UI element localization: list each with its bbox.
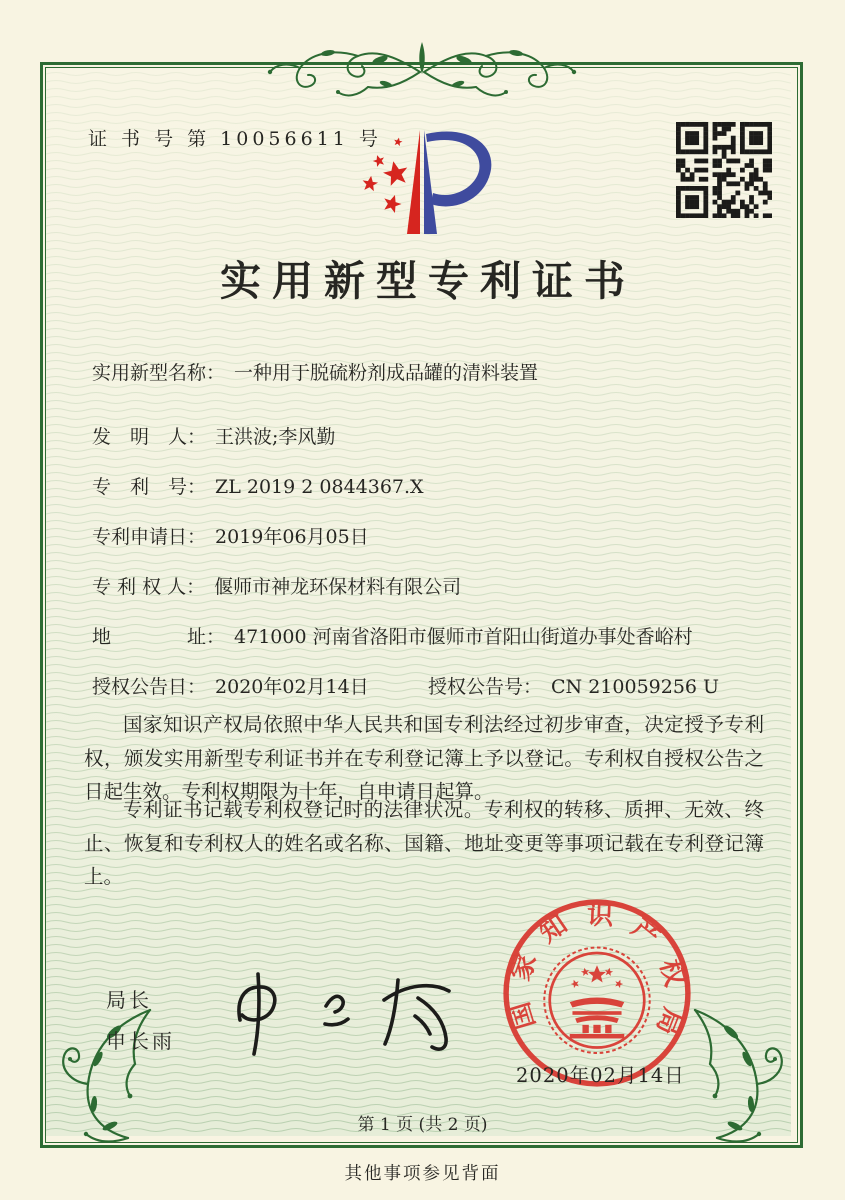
grant-date-label: 授权公告日： <box>92 676 207 698</box>
grant-number-value: CN 210059256 U <box>551 676 720 698</box>
field-row-patentee <box>92 572 461 599</box>
grant-number-label: 授权公告号： <box>428 676 543 698</box>
field-row-invention-name <box>92 358 538 385</box>
back-side-note: 其他事项参见背面 <box>344 1164 501 1184</box>
field-label: 专利申请日： <box>92 526 207 548</box>
field-row-inventor <box>92 422 335 449</box>
field-row-grant <box>92 672 720 699</box>
qr-code-icon <box>676 122 772 218</box>
grant-date-value: 2020年02月14日 <box>215 676 369 698</box>
field-label: 专 利 权 人： <box>92 576 206 598</box>
field-value: 471000 河南省洛阳市偃师市首阳山街道办事处香峪村 <box>234 626 693 648</box>
field-row-patent-number <box>92 472 424 499</box>
page-number: 第 1 页 (共 2 页) <box>357 1115 488 1135</box>
legal-paragraph-1: 国家知识产权局依照中华人民共和国专利法经过初步审查，决定授予专利权，颁发实用新型专利证书并在专利登记簿上予以登记。专利权自授权公告之日起生效。专利权期限为十年，自申请日起算。 <box>84 713 764 803</box>
legal-paragraph-2: 专利证书记载专利权登记时的法律状况。专利权的转移、质押、无效、终止、恢复和专利权人的姓名或名称、国籍、地址变更等事项记载在专利登记簿上。 <box>84 798 764 888</box>
certificate-number: 证 书 号 第 10056611 号 <box>88 128 382 150</box>
cnipa-logo-icon <box>330 124 508 240</box>
officer-title: 局长 <box>106 988 152 1012</box>
field-label: 实用新型名称： <box>92 362 226 384</box>
top-center-flourish-ornament <box>262 40 582 102</box>
seal-date: 2020年02月14日 <box>516 1064 685 1087</box>
field-row-address <box>92 622 693 649</box>
field-value: ZL 2019 2 0844367.X <box>215 476 424 498</box>
seal-text: 国家知识产权局 <box>504 899 691 1040</box>
certificate-title: 实用新型专利证书 <box>220 257 636 305</box>
field-label: 专 利 号： <box>92 476 207 498</box>
director-signature <box>222 968 457 1060</box>
field-value: 一种用于脱硫粉剂成品罐的清料装置 <box>234 362 539 384</box>
field-label: 发 明 人： <box>92 426 207 448</box>
field-row-filing-date <box>92 522 369 549</box>
national-emblem <box>544 948 649 1053</box>
field-value: 偃师市神龙环保材料有限公司 <box>214 576 462 598</box>
field-value: 2019年06月05日 <box>215 526 369 548</box>
field-label: 地 址： <box>92 626 226 648</box>
officer-name: 申长雨 <box>106 1029 175 1053</box>
field-value: 王洪波;李风勤 <box>215 426 336 448</box>
